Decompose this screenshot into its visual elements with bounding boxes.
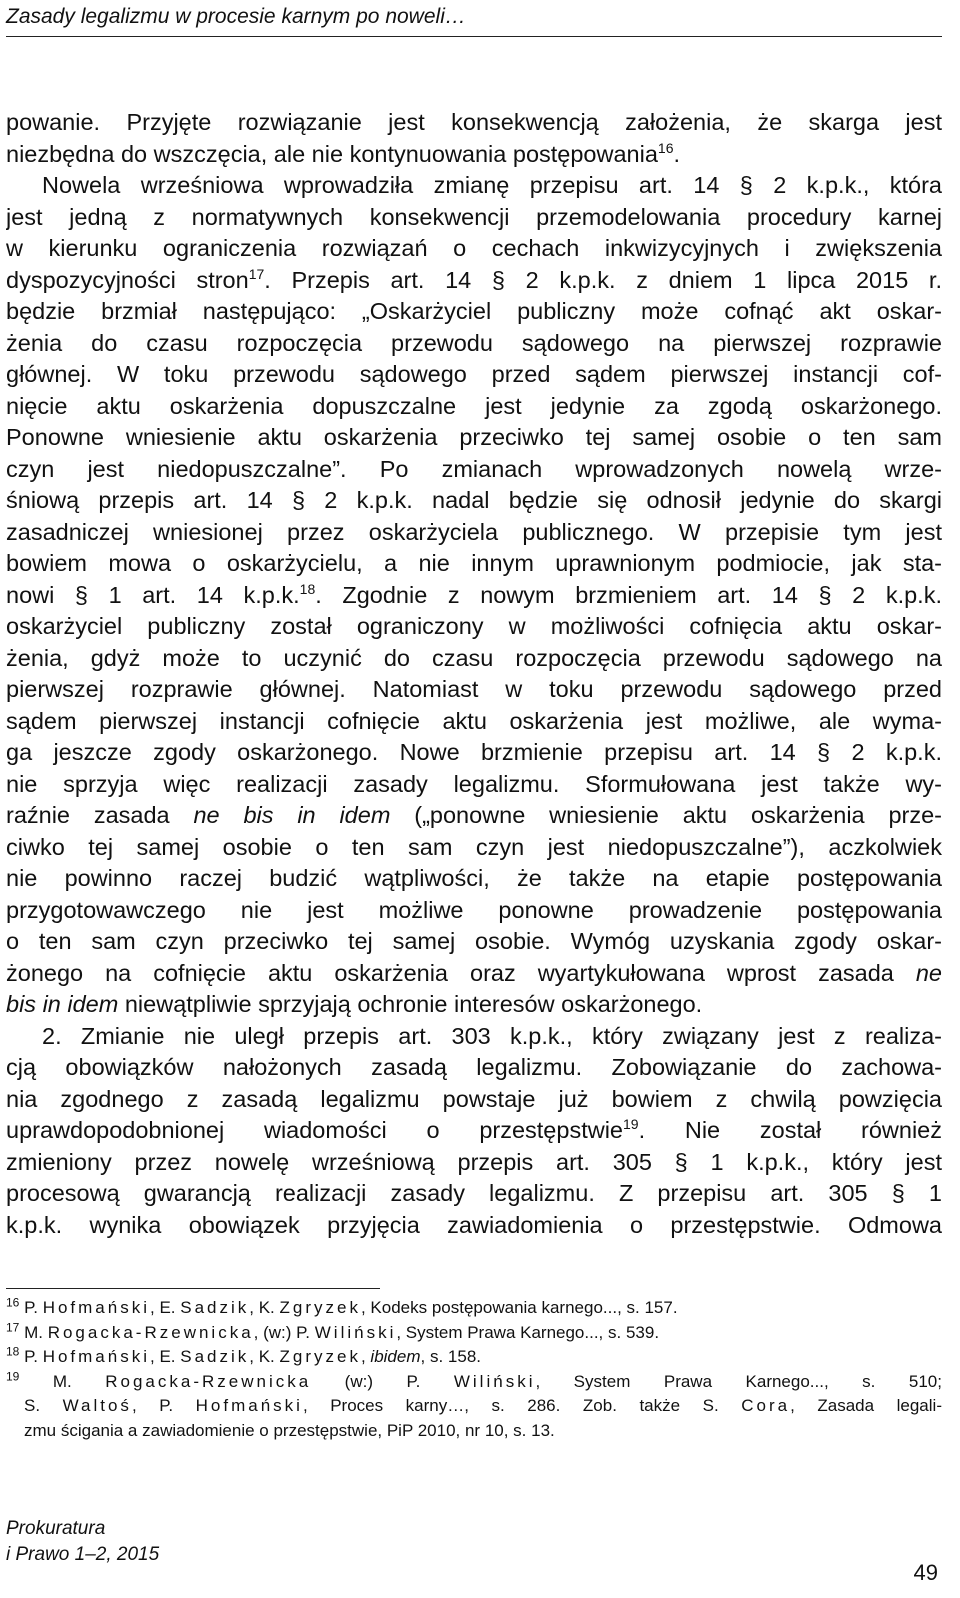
text-line: dyspozycyjności stron$^{17}$. Przepis art. 14 § 2 k.p.k. z dniem 1 lipca 2015 r. (6, 265, 942, 293)
text-line: żenia, gdyż może to uczynić do czasu rozpoczęcia przewodu sądowego na (6, 644, 942, 671)
text-line: bowiem mowa o oskarżycielu, a nie innym uprawnionym podmiocie, jak sta- (6, 550, 942, 576)
footnote-ref[interactable]: 18 (299, 580, 316, 597)
text-line: czyn jest niedopuszczalne”. Po zmianach wprowadzonych nowelą wrze- (6, 455, 942, 482)
main-text (6, 107, 942, 1241)
footnote-ref[interactable]: 16 (657, 139, 674, 156)
section-sign: § (817, 739, 831, 765)
text-line: raźnie zasada ne bis in idem („ponowne wniesienie aktu oskarżenia prze- (6, 802, 942, 828)
section-sign: § (291, 487, 306, 513)
text-line: zmieniony przez nowelę wrześniową przepis art. 305 § 1 k.p.k., który jest (6, 1148, 942, 1175)
footnote-19-line: zmu ścigania a zawiadomienie o przestępstwie, PiP 2010, nr 10, s. 13. (24, 1420, 555, 1440)
text-line: Ponowne wniesienie aktu oskarżenia przeciwko tej samej osobie o ten sam (6, 424, 942, 450)
journal-line: i Prawo 1–2, 2015 (6, 1544, 160, 1565)
section-sign: § (818, 581, 832, 608)
section-sign: § (891, 1180, 905, 1206)
text-line: ciwko tej samej osobie o ten sam czyn jest niedopuszczalne”), aczkolwiek (6, 833, 942, 860)
text-line: sądem pierwszej instancji cofnięcie aktu oskarżenia jest możliwe, ale wyma- (6, 707, 942, 734)
text-line: powanie. Przyjęte rozwiązanie jest konsekwencją założenia, że skarga jest (6, 109, 942, 135)
text-line: głównej. W toku przewodu sądowego przed sądem pierwszej instancji cof- (6, 361, 942, 387)
text-line: w kierunku ograniczenia rozwiązań o cechach inkwizycyjnych i zwiększenia (6, 235, 942, 261)
text-line: Nowela wrześniowa wprowadziła zmianę przepisu art. 14 § 2 k.p.k., która (42, 172, 942, 198)
text-line: oskarżyciel publiczny został ograniczony w możliwości cofnięcia aktu oskar- (6, 613, 942, 639)
text-line: nowi § 1 art. 14 k.p.k.$^{18}$. Zgodnie z nowym brzmieniem art. 14 § 2 k.p.k. (6, 580, 942, 608)
text-line: śniową przepis art. 14 § 2 k.p.k. nadal będzie się odnosił jedynie do skargi (6, 487, 942, 513)
text-line: k.p.k. wynika obowiązek przyjęcia zawiadomienia o przestępstwie. Odmowa (6, 1211, 942, 1238)
text-line: zasadniczej wniesionej przez oskarżyciela publicznego. W przepisie tym jest (6, 518, 942, 545)
footnote-19: $^{19}$ M. Rogacka-Rzewnicka (w:) P. Wiliński, System Prawa Karnego..., s. 510; (6, 1369, 942, 1391)
footnote-rule (6, 1288, 380, 1289)
text-line: przygotowawczego nie jest możliwe ponowne prowadzenie postępowania (6, 896, 942, 923)
section-sign: § (74, 581, 88, 608)
text-line: cją obowiązków nałożonych zasadą legalizmu. Zobowiązanie do zachowa- (6, 1054, 942, 1080)
text-line: nięcie aktu oskarżenia dopuszczalne jest jedynie za zgodą oskarżonego. (6, 392, 942, 419)
footnotes (6, 1296, 942, 1443)
text-line: będzie brzmiał następująco: „Oskarżyciel publiczny może cofnąć akt oskar- (6, 298, 942, 324)
footnote-16: $^{16}$ P. Hofmański, E. Sadzik, K. Zgryzek, Kodeks postępowania karnego..., s. 157. (6, 1296, 678, 1317)
text-line: bis in idem niewątpliwie sprzyjają ochronie interesów oskarżonego. (6, 991, 703, 1017)
text-line: 2. Zmianie nie uległ przepis art. 303 k.p.k., który związany jest z realiza- (42, 1022, 942, 1049)
footnote-17: $^{17}$ M. Rogacka-Rzewnicka, (w:) P. Wiliński, System Prawa Karnego..., s. 539. (6, 1320, 660, 1342)
footnote-ref[interactable]: 17 (248, 265, 265, 282)
section-sign: § (674, 1148, 688, 1175)
running-header: Zasady legalizmu w procesie karnym po noweli… (6, 5, 466, 28)
text-line: żenia do czasu rozpoczęcia przewodu sądowego na pierwszej rozprawie (6, 329, 942, 356)
journal-line: Prokuratura (6, 1518, 106, 1539)
section-sign: § (739, 172, 753, 198)
text-line: nie sprzyja więc realizacji zasady legalizmu. Sformułowana jest także wy- (6, 770, 942, 797)
header-rule (6, 36, 942, 37)
text-line: żonego na cofnięcie aktu oskarżenia oraz wyartykułowana wprost zasada ne (6, 959, 942, 986)
footnote-18: $^{18}$ P. Hofmański, E. Sadzik, K. Zgryzek, ibidem, s. 158. (6, 1345, 481, 1366)
text-line: o ten sam czyn przeciwko tej samej osobie. Wymóg uzyskania zgody oskar- (6, 928, 942, 954)
section-sign: § (491, 266, 505, 293)
journal-name (6, 1516, 159, 1568)
page-number: 49 (913, 1560, 938, 1585)
text-line: ga jeszcze zgody oskarżonego. Nowe brzmienie przepisu art. 14 § 2 k.p.k. (6, 739, 942, 765)
text-line: nie powinno raczej budzić wątpliwości, że także na etapie postępowania (6, 865, 942, 891)
text-line: pierwszej rozprawie głównej. Natomiast w toku przewodu sądowego przed (6, 676, 942, 702)
text-line: niezbędna do wszczęcia, ale nie kontynuowania postępowania$^{16}$. (6, 139, 681, 167)
footnote-19-line: S. Waltoś, P. Hofmański, Proces karny…, s. 286. Zob. także S. Cora, Zasada legali- (24, 1396, 942, 1415)
text-line: procesową gwarancją realizacji zasady legalizmu. Z przepisu art. 305 § 1 (6, 1180, 942, 1206)
text-line: uprawdopodobnionej wiadomości o przestępstwie$^{19}$. Nie został również (6, 1116, 942, 1143)
footnote-ref[interactable]: 19 (623, 1116, 639, 1133)
text-line: nia zgodnego z zasadą legalizmu powstaje już bowiem z chwilą powzięcia (6, 1085, 942, 1112)
text-line: jest jedną z normatywnych konsekwencji przemodelowania procedury karnej (6, 203, 942, 230)
